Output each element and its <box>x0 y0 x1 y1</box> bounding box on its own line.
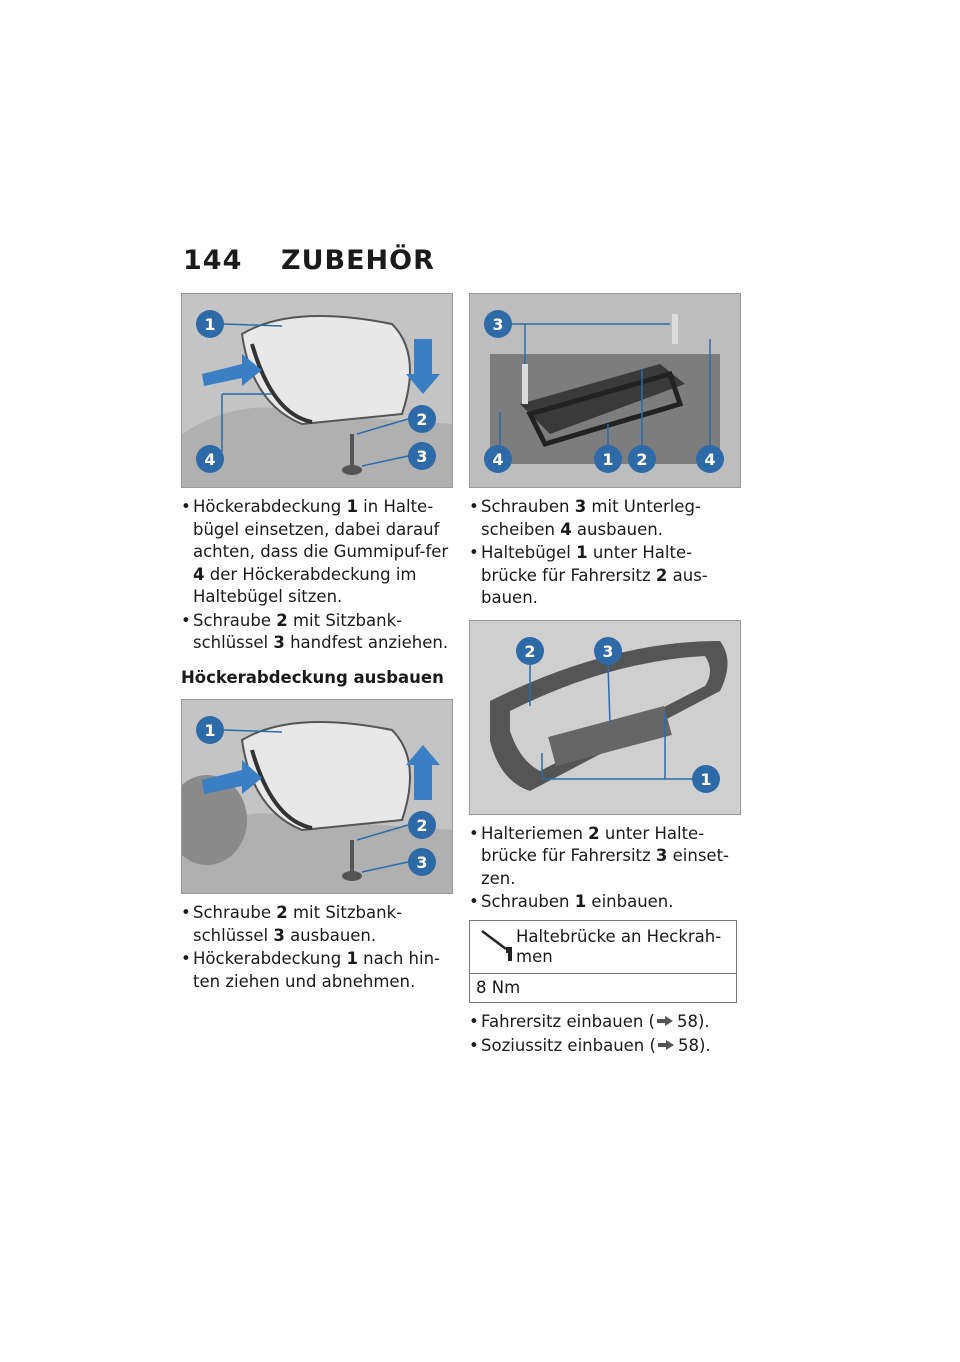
list-item: • Schrauben 3 mit Unterleg-scheiben 4 ausbauen. <box>469 496 739 541</box>
callout-1: 1 <box>204 721 216 740</box>
figure-bracket-removal <box>469 293 741 488</box>
callout-2: 2 <box>636 450 648 469</box>
page-header <box>183 245 435 276</box>
list-item: • Halteriemen 2 unter Halte-brücke für Fahrersitz 3 einset-zen. <box>469 823 739 891</box>
list-item: • Soziussitz einbauen ( 58). <box>469 1035 739 1058</box>
install-steps <box>181 496 453 655</box>
list-item: • Schrauben 1 einbauen. <box>469 891 739 914</box>
torque-spec-label: Haltebrücke an Heckrah-men <box>516 926 722 966</box>
hump-cover-illustration <box>182 294 452 487</box>
list-item: • Höckerabdeckung 1 in Halte-bügel einsetzen, dabei darauf achten, dass die Gummipuf-fer 4 der Höckerabdeckung im Haltebügel sitzen. <box>181 496 453 609</box>
callout-2: 2 <box>416 410 428 429</box>
callout-4: 4 <box>204 450 216 469</box>
callout-1: 1 <box>204 315 216 334</box>
right-column <box>469 293 739 1058</box>
strap-steps <box>469 823 739 914</box>
final-steps <box>469 1011 739 1057</box>
section-title: Höckerabdeckung ausbauen <box>181 667 444 687</box>
torque-spec-box <box>469 920 737 1004</box>
bracket-steps <box>469 496 739 610</box>
list-item: • Schraube 2 mit Sitzbank-schlüssel 3 ausbauen. <box>181 902 453 947</box>
remove-steps <box>181 902 453 993</box>
left-column <box>181 293 453 994</box>
page-reference-arrow-icon <box>655 1014 677 1028</box>
callout-2: 2 <box>416 816 428 835</box>
callout-3: 3 <box>416 853 428 872</box>
figure-install-hump-cover <box>181 293 453 488</box>
figure-remove-hump-cover <box>181 699 453 894</box>
list-item: • Haltebügel 1 unter Halte-brücke für Fahrersitz 2 aus-bauen. <box>469 542 739 610</box>
callout-1: 1 <box>602 450 614 469</box>
page-reference-arrow-icon <box>656 1038 678 1052</box>
list-item: • Schraube 2 mit Sitzbank-schlüssel 3 handfest anziehen. <box>181 610 453 655</box>
torque-spec-value: 8 Nm <box>476 977 521 997</box>
bracket-illustration <box>470 294 740 487</box>
figure-strap-install <box>469 620 741 815</box>
callout-4b: 4 <box>704 450 716 469</box>
callout-1: 1 <box>700 769 712 789</box>
callout-3: 3 <box>602 641 614 661</box>
callout-2: 2 <box>524 641 536 661</box>
page-number: 144 <box>183 245 243 276</box>
list-item: • Fahrersitz einbauen ( 58). <box>469 1011 739 1034</box>
list-item: • Höckerabdeckung 1 nach hin-ten ziehen und abnehmen. <box>181 948 453 993</box>
callout-4: 4 <box>492 450 504 469</box>
callout-3: 3 <box>416 447 428 466</box>
torque-spec-header <box>470 921 736 974</box>
hump-cover-illustration <box>182 700 452 893</box>
torque-wrench-icon <box>476 925 516 965</box>
strap-illustration <box>470 621 740 814</box>
callout-3: 3 <box>492 315 504 334</box>
page-title: ZUBEHÖR <box>281 245 435 276</box>
